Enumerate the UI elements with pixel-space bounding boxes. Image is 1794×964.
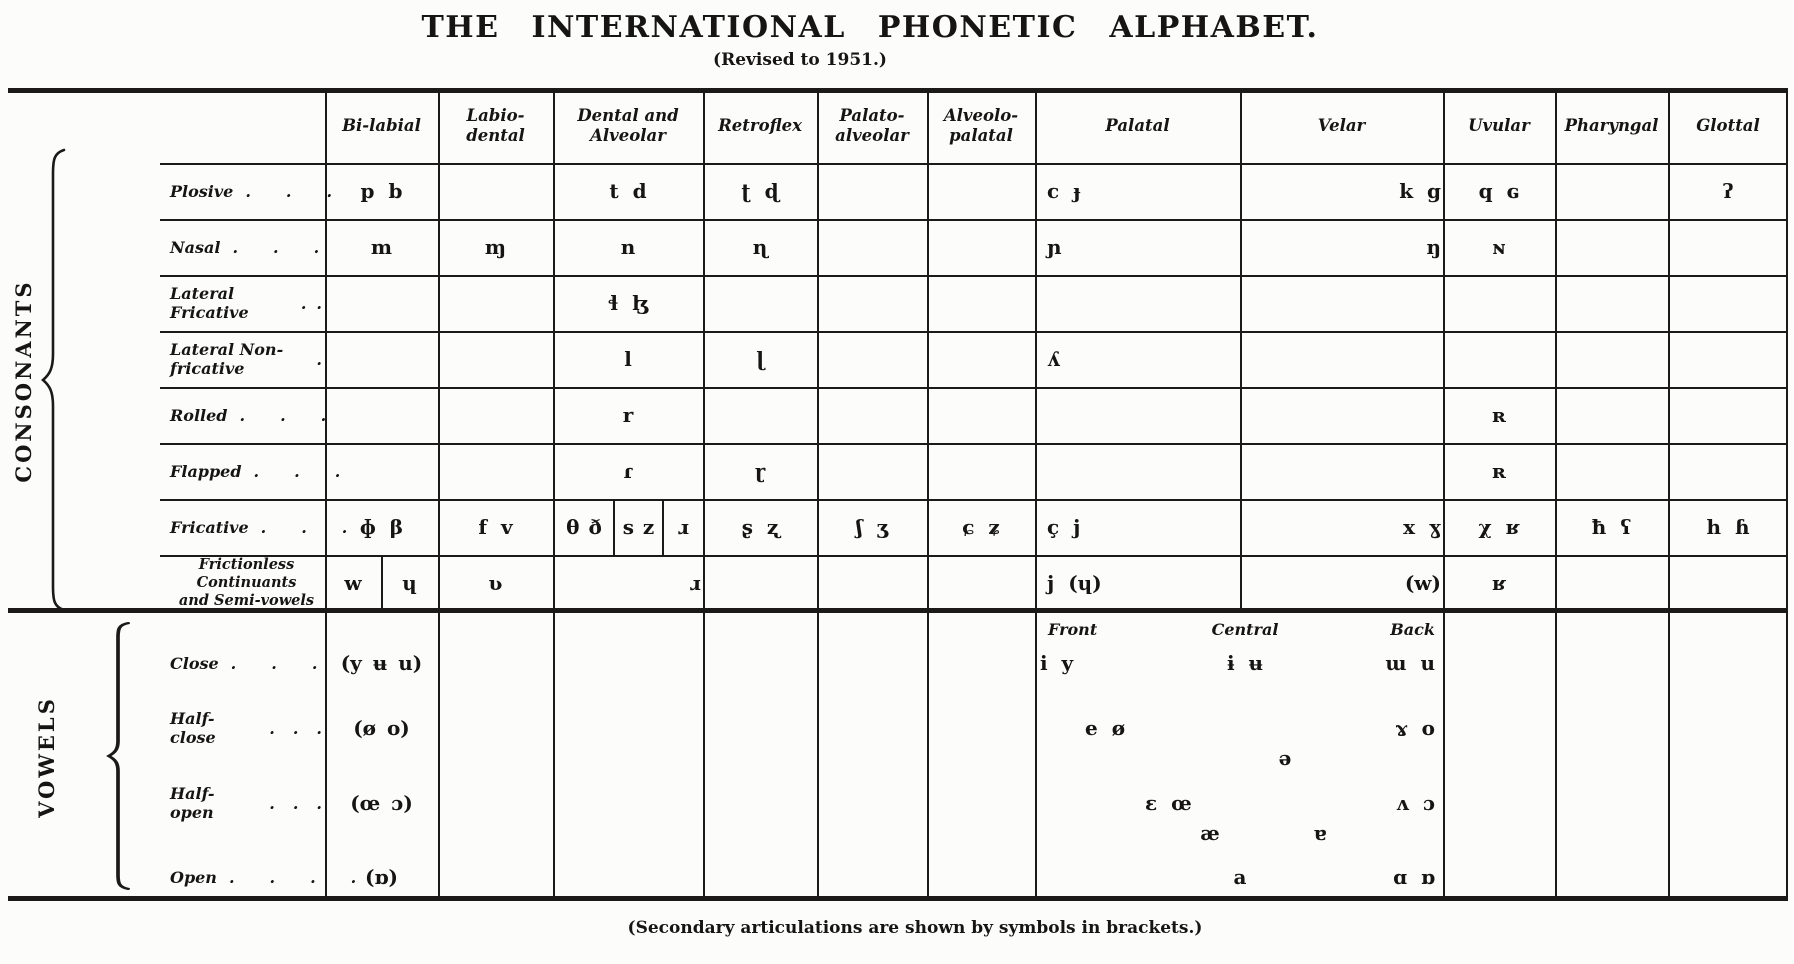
column-header-pharyngal: Pharyngal <box>1564 116 1659 136</box>
cell-fricative-palatoalveolar: ʃ ʒ <box>856 515 888 539</box>
cell-fricative-dental-2: s z <box>622 515 655 539</box>
column-line <box>1668 88 1670 898</box>
column-line <box>438 88 440 898</box>
vowel-close-central: ɨ ʉ <box>1226 651 1264 675</box>
column-line <box>927 88 929 898</box>
cell-frictionless-velar: (w) <box>1404 571 1441 595</box>
cell-frictionless-palatal: j (ɥ) <box>1047 571 1102 595</box>
column-line <box>325 88 327 898</box>
row-label-flapped <box>170 456 342 486</box>
cell-flapped-uvular: ʀ <box>1492 459 1506 483</box>
vowel-axis-back: Back <box>1390 620 1435 639</box>
cell-fricative-dental-3: ɹ <box>677 515 690 539</box>
column-header-labiodental: Labio- dental <box>466 106 525 145</box>
leader-dots: . . . <box>232 237 321 257</box>
cell-lateral-fricative-dental: ɬ ɮ <box>607 291 649 315</box>
cell-plosive-uvular: q ɢ <box>1478 179 1520 203</box>
leader-dots: . . . <box>245 181 334 201</box>
row-label-open <box>170 862 358 892</box>
column-header-alveolopalatal: Alveolo- palatal <box>943 106 1019 145</box>
row-label-lateral-nonfricative <box>170 340 323 378</box>
leader-dots: . . <box>300 293 323 313</box>
row-label-plosive <box>170 176 334 206</box>
row-label-text: Lateral Non-fricative <box>170 340 284 378</box>
column-header-dental-alveolar: Dental and Alveolar <box>577 106 679 145</box>
row-label-text: Plosive <box>170 181 234 201</box>
column-header-palatal: Palatal <box>1105 116 1170 136</box>
vowel-axis-front: Front <box>1048 620 1098 639</box>
cell-fricative-velar: x ɣ <box>1403 515 1441 539</box>
row-label-text: Half-open <box>170 784 215 822</box>
column-line <box>1443 88 1445 898</box>
row-label-rolled <box>170 400 328 430</box>
row-line <box>160 163 1788 165</box>
row-line <box>160 275 1788 277</box>
cell-lateral-nonfricative-palatal: ʎ <box>1047 347 1060 371</box>
row-label-text: Close <box>170 653 219 673</box>
cell-fricative-pharyngal: ħ ʕ <box>1591 515 1632 539</box>
cell-rolled-dental: r <box>622 403 634 427</box>
column-line <box>1035 88 1037 898</box>
cell-nasal-palatal: ɲ <box>1047 235 1062 259</box>
cell-plosive-palatal: c ɟ <box>1047 179 1081 203</box>
row-label-half-close <box>170 709 323 747</box>
cell-nasal-uvular: ɴ <box>1491 235 1507 259</box>
column-line <box>703 88 705 898</box>
cell-fricative-dental-1: θ ð <box>566 515 602 539</box>
cell-plosive-velar: k g <box>1399 179 1441 203</box>
leader-dots: . . . . <box>230 653 359 673</box>
page-title: THE INTERNATIONAL PHONETIC ALPHABET. <box>421 10 1319 45</box>
column-line-right-edge <box>1786 88 1788 898</box>
section-label-consonants: CONSONANTS <box>11 279 36 483</box>
column-line <box>817 88 819 898</box>
vowels-brace <box>106 622 130 890</box>
row-line <box>160 219 1788 221</box>
vowel-close-back: ɯ u <box>1385 651 1435 675</box>
row-label-text: Open <box>170 867 217 887</box>
column-line <box>1555 88 1557 898</box>
cell-nasal-bilabial: m <box>370 235 393 259</box>
page-subtitle: (Revised to 1951.) <box>713 50 887 70</box>
leader-dots: . . . <box>253 461 342 481</box>
cell-rolled-uvular: ʀ <box>1492 403 1506 427</box>
row-label-text: Lateral Fricative <box>170 284 249 322</box>
vowel-close-front: i y <box>1040 651 1074 675</box>
cell-frictionless-bilabial-2: ɥ <box>402 571 417 595</box>
vowel-half-close-back: ɤ o <box>1395 716 1435 740</box>
vowel-half-close-front: e ø <box>1085 716 1126 740</box>
row-label-half-open <box>170 784 323 822</box>
row-line <box>160 443 1788 445</box>
cell-nasal-dental: n <box>620 235 636 259</box>
leader-dots: . . . <box>239 405 328 425</box>
cell-nasal-velar: ŋ <box>1426 235 1441 259</box>
leader-dots: . . . . <box>228 867 358 887</box>
cell-nasal-labiodental: ɱ <box>484 235 507 259</box>
vowel-open-central: a <box>1233 865 1247 889</box>
row-label-fricative <box>170 512 349 542</box>
cell-flapped-dental: ɾ <box>623 459 633 483</box>
cell-frictionless-labiodental: ʋ <box>488 571 503 595</box>
cell-frictionless-uvular: ʁ <box>1492 571 1506 595</box>
leader-dots: . . . <box>269 718 323 738</box>
cell-plosive-bilabial: p b <box>360 179 403 203</box>
row-label-close <box>170 648 359 678</box>
row-label-text: Frictionless Continuants and Semi-vowels <box>178 555 315 610</box>
cell-fricative-labiodental: f v <box>478 515 513 539</box>
vowel-near-open-central: ɐ <box>1313 821 1327 845</box>
vowel-half-open-back: ʌ ɔ <box>1396 791 1435 815</box>
cell-lateral-nonfricative-retroflex: ɭ <box>756 347 764 371</box>
row-label-nasal <box>170 232 323 262</box>
cell-fricative-uvular: χ ʁ <box>1478 515 1520 539</box>
cell-close-bilabial: (y ʉ u) <box>340 651 423 675</box>
vowel-half-open-front: ɛ œ <box>1145 791 1192 815</box>
cell-flapped-retroflex: ɽ <box>754 459 766 483</box>
cell-fricative-alveolopalatal: ɕ ʑ <box>962 515 1000 539</box>
row-line <box>160 499 1788 501</box>
column-header-velar: Velar <box>1317 116 1366 136</box>
cell-half-close-bilabial: (ø o) <box>353 716 410 740</box>
vowel-mid-central: ə <box>1278 746 1292 770</box>
row-label-text: Flapped <box>170 461 242 481</box>
row-label-text: Nasal <box>170 237 221 257</box>
row-label-text: Fricative <box>170 517 249 537</box>
cell-fricative-bilabial: ɸ β <box>359 515 404 539</box>
column-header-glottal: Glottal <box>1696 116 1760 136</box>
section-label-vowels: VOWELS <box>34 696 59 818</box>
leader-dots: . <box>316 349 323 369</box>
row-label-text: Rolled <box>170 405 228 425</box>
column-line <box>553 88 555 898</box>
column-header-uvular: Uvular <box>1468 116 1530 136</box>
row-line <box>160 555 1788 557</box>
vowel-near-open-front: æ <box>1200 821 1220 845</box>
cell-half-open-bilabial: (œ ɔ) <box>350 791 413 815</box>
cell-open-bilabial: (ɒ) <box>365 865 398 889</box>
vowel-axis-central: Central <box>1211 620 1279 639</box>
cell-plosive-glottal: ʔ <box>1722 179 1734 203</box>
leader-dots: . . . <box>269 793 323 813</box>
row-line <box>160 331 1788 333</box>
row-label-frictionless <box>170 555 323 610</box>
row-label-lateral-fricative <box>170 284 323 322</box>
cell-fricative-retroflex: ʂ ʐ <box>741 515 779 539</box>
rule-bottom <box>8 896 1788 901</box>
cell-lateral-nonfricative-dental: l <box>624 347 632 371</box>
row-line <box>160 387 1788 389</box>
leader-dots: . . . <box>260 517 349 537</box>
cell-frictionless-bilabial-1: w <box>344 571 362 595</box>
consonants-brace <box>40 148 66 612</box>
row-label-text: Half-close <box>170 709 216 747</box>
column-header-bilabial: Bi-labial <box>342 116 421 136</box>
column-header-retroflex: Retroflex <box>718 116 802 136</box>
cell-plosive-retroflex: ʈ ɖ <box>741 179 779 203</box>
vowel-open-back: ɑ ɒ <box>1393 865 1435 889</box>
cell-fricative-glottal: h ɦ <box>1706 515 1750 539</box>
cell-fricative-palatal: ç j <box>1047 515 1081 539</box>
cell-plosive-dental: t d <box>609 179 647 203</box>
column-header-palatoalveolar: Palato- alveolar <box>835 106 909 145</box>
footnote: (Secondary articulations are shown by symbols in brackets.) <box>627 918 1203 938</box>
cell-frictionless-dental: ɹ <box>689 571 701 595</box>
cell-nasal-retroflex: ɳ <box>752 235 768 259</box>
